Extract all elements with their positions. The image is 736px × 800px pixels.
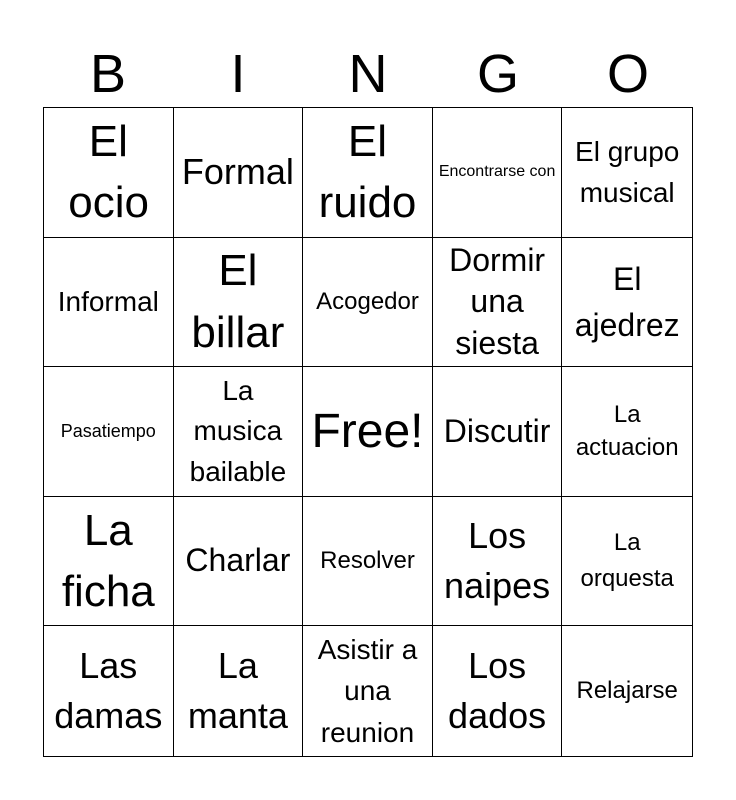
cell-text: La ficha bbox=[61, 505, 155, 617]
cell-text: Informal bbox=[57, 285, 159, 317]
cell-text: Dormir una siesta bbox=[449, 241, 546, 361]
bingo-cell[interactable] bbox=[44, 108, 174, 238]
cell-text: El ajedrez bbox=[574, 260, 680, 343]
bingo-cell[interactable] bbox=[433, 367, 563, 497]
cell-text: Pasatiempo bbox=[60, 420, 156, 441]
cell-text: Acogedor bbox=[316, 287, 419, 315]
cell-text: Discutir bbox=[443, 412, 551, 449]
cell-text: Charlar bbox=[185, 542, 291, 579]
bingo-cell[interactable] bbox=[44, 497, 174, 627]
bingo-cell[interactable] bbox=[562, 367, 692, 497]
bingo-cell[interactable] bbox=[174, 367, 304, 497]
bingo-cell[interactable] bbox=[562, 108, 692, 238]
bingo-cell[interactable] bbox=[562, 238, 692, 368]
cell-text: Encontrarse con bbox=[438, 163, 556, 181]
bingo-cell[interactable] bbox=[44, 367, 174, 497]
bingo-cell[interactable] bbox=[303, 367, 433, 497]
cell-text: Las damas bbox=[54, 644, 163, 737]
header-letter-b: B bbox=[89, 44, 127, 104]
bingo-cell[interactable] bbox=[174, 497, 304, 627]
header-letter-o: O bbox=[606, 44, 649, 104]
bingo-cell[interactable] bbox=[562, 497, 692, 627]
bingo-cell[interactable] bbox=[44, 238, 174, 368]
bingo-cell[interactable] bbox=[303, 108, 433, 238]
bingo-cell[interactable] bbox=[433, 238, 563, 368]
bingo-cell[interactable] bbox=[303, 626, 433, 756]
header-letter-n: N bbox=[348, 44, 388, 104]
cell-text: Formal bbox=[181, 151, 294, 193]
bingo-header bbox=[43, 40, 693, 108]
bingo-cell[interactable] bbox=[433, 626, 563, 756]
cell-text: El ruido bbox=[318, 116, 417, 228]
cell-text: Resolver bbox=[320, 547, 415, 575]
cell-text: La manta bbox=[187, 644, 288, 737]
cell-text: La musica bailable bbox=[189, 374, 287, 487]
bingo-cell[interactable] bbox=[303, 238, 433, 368]
free-space: Free! bbox=[311, 404, 424, 458]
bingo-cell[interactable] bbox=[174, 238, 304, 368]
bingo-cell[interactable] bbox=[174, 108, 304, 238]
bingo-cell[interactable] bbox=[174, 626, 304, 756]
header-letter-g: G bbox=[476, 44, 519, 104]
bingo-cell[interactable] bbox=[44, 626, 174, 756]
cell-text: Los naipes bbox=[444, 514, 551, 607]
bingo-cell[interactable] bbox=[303, 497, 433, 627]
cell-text: La orquesta bbox=[580, 529, 674, 593]
cell-text: Los dados bbox=[448, 644, 547, 737]
bingo-board bbox=[43, 107, 693, 757]
cell-text: El ocio bbox=[68, 116, 150, 228]
cell-text: La actuacion bbox=[575, 400, 679, 462]
bingo-cell[interactable] bbox=[433, 497, 563, 627]
cell-text: Asistir a una reunion bbox=[317, 634, 418, 748]
cell-text: Relajarse bbox=[576, 677, 678, 705]
cell-text: El billar bbox=[191, 246, 285, 357]
header-letter-i: I bbox=[230, 44, 246, 104]
cell-text: El grupo musical bbox=[575, 135, 680, 209]
bingo-cell[interactable] bbox=[562, 626, 692, 756]
bingo-cell[interactable] bbox=[433, 108, 563, 238]
